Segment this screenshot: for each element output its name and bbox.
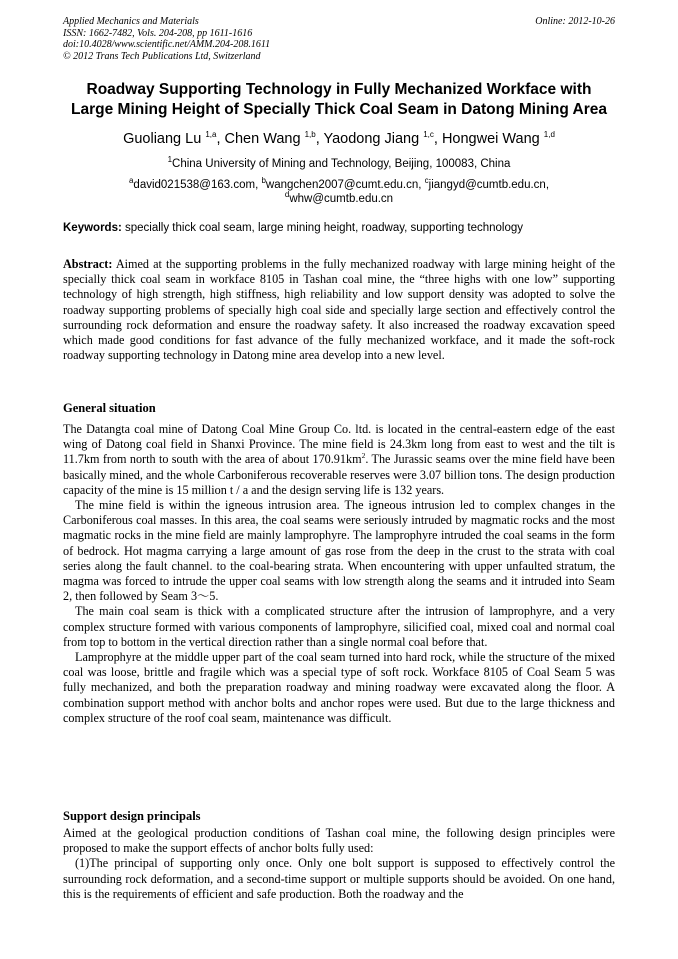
email-sup: c [424, 176, 429, 186]
paragraph: (1)The principal of supporting only once. Only one bolt support is supposed to effectively control the surrounding rock deformation, and a second-time support or multiple supports should be avoided. On one hand, this is the requirements of efficient and safe production. Both the roadway and the [63, 856, 615, 901]
email-address[interactable]: david021538@163.com, [133, 179, 259, 191]
affiliation [40, 157, 638, 171]
abstract [63, 257, 615, 363]
paragraph: Aimed at the geological production conditions of Tashan coal mine, the following design principles were proposed to make the support effects of anchor bolts fully used: [63, 826, 615, 856]
author-name: Hongwei Wang [441, 131, 540, 147]
section-general-situation [63, 422, 615, 726]
keywords-text: specially thick coal seam, large mining height, roadway, supporting technology [125, 222, 524, 234]
email-address[interactable]: jiangyd@cumtb.edu.cn, [428, 179, 550, 191]
author-list: Guoliang Lu $^{1,a}$, Chen Wang $^{1,b}$, Yaodong Jiang $^{1,c}$, Hongwei Wang $^{1,d}$ [123, 130, 555, 147]
journal-name: Applied Mechanics and Materials [63, 16, 199, 27]
author-name: Yaodong Jiang [323, 131, 420, 147]
copyright-line: © 2012 Trans Tech Publications Ltd, Switzerland [63, 50, 261, 62]
author-sup: 1,c [423, 130, 434, 140]
author-sup: 1,d [543, 130, 555, 140]
email-sup: b [261, 176, 266, 186]
journal-header [63, 16, 615, 62]
section-support-design [63, 826, 615, 902]
paragraph: The Datangta coal mine of Datong Coal Mine Group Co. ltd. is located in the central-eastern edge of the east wing of Datong coal field in Shanxi Province. The mine field is 24.3km long from east to west and the tilt is 11.7km from north to south with the area of about $170.91km^2$. The Jurassic seams over the mine field have been basically mined, and the whole Carboniferous recoverable reserves were 3.07 billion tons. The design production capacity of the mine is 15 million t / a and the design serving life is 132 years. [63, 422, 615, 497]
online-date: Online: 2012-10-26 [535, 16, 615, 27]
title-line-1: Roadway Supporting Technology in Fully Mechanized Workface with [86, 81, 592, 98]
paragraph: The mine field is within the igneous intrusion area. The igneous intrusion led to complex changes in the Carboniferous coal masses. In this area, the coal seams were seriously intruded by magmatic rocks and the most magmatic rocks in the mine field are mainly lamprophyre. The lamprophyre intruded the coal seams in the form of bedrock. Hot magma carrying a large amount of gas rose from the deep in the crust to the strata with coal series along the fault channel. to the coal-bearing strata. When encountering with upper unfaulted stratum, the magma was forced to intrude the upper coal seams with low strength along the seams and it intruded into Seam 2, then followed by Seam 3～5. [63, 498, 615, 604]
paper-title [40, 80, 638, 120]
issn-line: ISSN: 1662-7482, Vols. 204-208, pp 1611-1616 [63, 27, 253, 39]
paragraph: The main coal seam is thick with a complicated structure after the intrusion of lamprophyre, and a very complex structure formed with various components of lamprophyre, silicified coal, mixed coal and normal coal from top to bottom in the vertical direction rather than a single normal coal before that. [63, 604, 615, 649]
author-name: Chen Wang [224, 131, 301, 147]
affiliation-sup: 1 [167, 155, 173, 165]
keywords [63, 221, 623, 235]
email-sup: d [284, 190, 290, 200]
author-sup: 1,b [304, 130, 316, 140]
section-heading: Support design principals [63, 809, 201, 823]
paragraph: Lamprophyre at the middle upper part of the coal seam turned into hard rock, while the structure of the mixed coal was loose, brittle and fragile which was a special type of soft rock. Workface 8105 of Coal Seam 5 was fully mechanized, and both the preparation roadway and mining roadway were excavated along the floor. A combination support method with anchor bolts and anchor ropes were used. But due to the large thickness and complex structure of the roof coal seam, maintenance was difficult. [63, 650, 615, 725]
author-emails [60, 178, 618, 206]
section-heading: General situation [63, 401, 156, 415]
abstract-text: Aimed at the supporting problems in the fully mechanized roadway with large mining height of the specially thick coal seam in workface 8105 in Tashan coal mine, the “three highs with one low” supporting technology of high strength, high stiffness, high reliability and low support density was adopted to solve the roadway supporting problems of specially high coal side and specially large section and effectively control the surrounding rock deformation and ensure the roadway safety. It also increased the roadway excavation speed which made good conditions for fast advance of the fully mechanized workface, and it made the soft-rock roadway supporting technology in Datong mine area develop into a new level. [63, 257, 615, 363]
author-sup: 1,a [205, 130, 217, 140]
abstract-label: Abstract: [63, 257, 113, 271]
email-sup: a [128, 176, 134, 186]
keywords-label: Keywords: [63, 222, 122, 234]
affiliation-text: China University of Mining and Technology, Beijing, 100083, China [172, 158, 511, 170]
title-line-2: Large Mining Height of Specially Thick Coal Seam in Datong Mining Area [71, 101, 607, 118]
email-address[interactable]: whw@cumtb.edu.cn [289, 193, 394, 205]
email-address[interactable]: wangchen2007@cumt.edu.cn, [265, 179, 422, 191]
author-name: Guoliang Lu [123, 131, 202, 147]
doi-line: doi:10.4028/www.scientific.net/AMM.204-208.1611 [63, 39, 271, 50]
